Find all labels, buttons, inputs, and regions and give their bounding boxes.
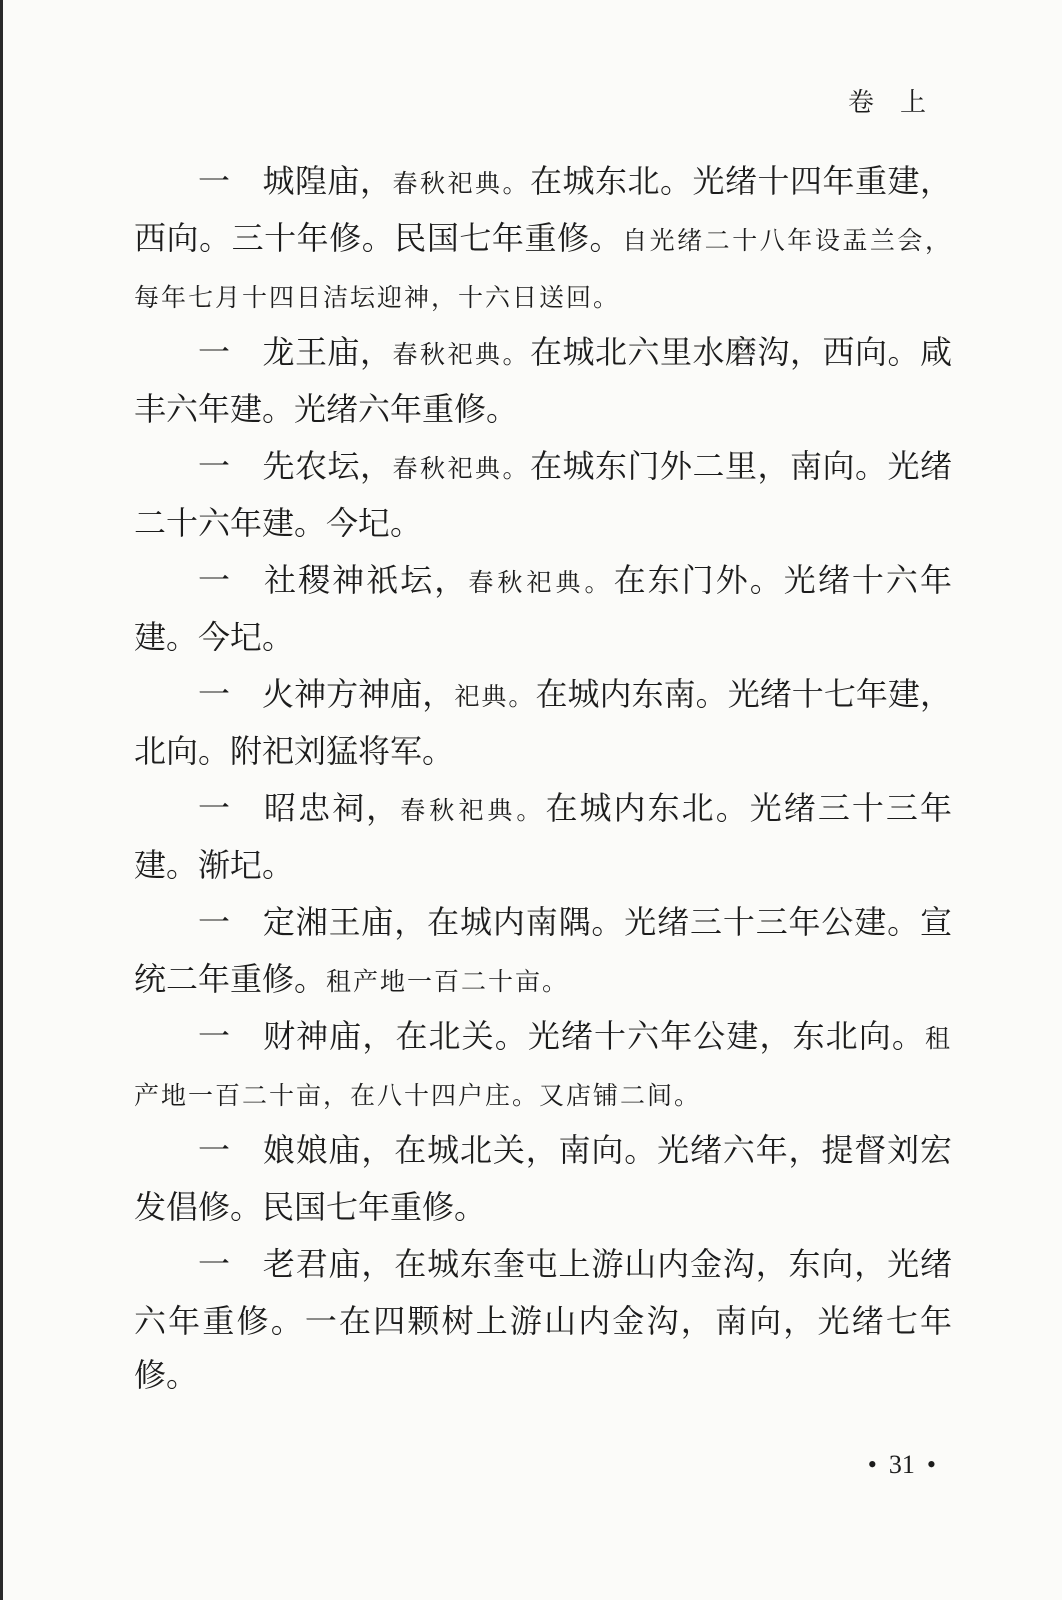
entry-name: 财神庙， xyxy=(262,1017,396,1055)
entry-text: 在城内南隅。光绪三十三年公建。宣统二年重修。 xyxy=(134,903,952,998)
entry-text: 在城北六里水磨沟，西向。咸丰六年建。光绪六年重修。 xyxy=(134,333,952,428)
entry-name: 先农坛， xyxy=(262,447,393,485)
entry-marker: 一 xyxy=(198,162,231,200)
entry-text: 在城内东南。光绪十七年建，北向。附祀刘猛将军。 xyxy=(134,675,952,770)
page-number-value: 31 xyxy=(888,1450,915,1479)
entry-longwang-temple xyxy=(134,325,952,439)
entry-text: 在城东奎屯上游山内金沟，东向，光绪六年重修。一在四颗树上游山内金沟，南向，光绪七年修。 xyxy=(134,1245,952,1394)
entry-name: 老君庙， xyxy=(262,1245,395,1283)
entry-annotation: 租产地一百二十亩。 xyxy=(326,967,570,996)
entry-text: 在城北关，南向。光绪六年，提督刘宏发倡修。民国七年重修。 xyxy=(134,1131,952,1226)
entry-note: 春秋祀典。 xyxy=(392,169,530,198)
entry-marker: 一 xyxy=(198,675,231,713)
entry-note: 春秋祀典。 xyxy=(468,568,614,597)
entry-chenghuang-temple xyxy=(134,154,952,325)
entry-note: 春秋祀典。 xyxy=(392,340,530,369)
folio-dot-left: • xyxy=(867,1450,877,1479)
entry-marker: 一 xyxy=(198,447,231,485)
entry-xiannong-altar xyxy=(134,439,952,553)
entry-annotation: 租产地一百二十亩，在八十四户庄。又店铺二间。 xyxy=(134,1024,952,1110)
entry-name: 昭忠祠， xyxy=(262,789,401,827)
running-header: 卷上 xyxy=(847,88,952,118)
page-number xyxy=(856,1450,948,1480)
entry-text: 在城东北。光绪十四年重建，西向。三十年修。民国七年重修。 xyxy=(134,162,952,257)
entry-marker: 一 xyxy=(198,789,231,827)
entry-name: 龙王庙， xyxy=(262,333,393,371)
entry-note: 春秋祀典。 xyxy=(400,796,546,825)
entry-laojun-temple xyxy=(134,1237,952,1405)
entry-marker: 一 xyxy=(198,1131,231,1169)
entry-name: 定湘王庙， xyxy=(262,903,428,941)
entry-name: 城隍庙， xyxy=(262,162,393,200)
entry-annotation: 自光绪二十八年设盂兰会，每年七月十四日洁坛迎神，十六日送回。 xyxy=(134,226,952,312)
entry-marker: 一 xyxy=(198,903,231,941)
page-edge xyxy=(0,0,3,1600)
entry-zhaozhong-shrine xyxy=(134,781,952,895)
entry-sheji-altar xyxy=(134,553,952,667)
entry-text: 在城东门外二里，南向。光绪二十六年建。今圮。 xyxy=(134,447,952,542)
entry-marker: 一 xyxy=(198,1017,231,1055)
main-text xyxy=(134,154,952,1405)
entry-name: 火神方神庙， xyxy=(262,675,455,713)
entry-text: 在城内东北。光绪三十三年建。渐圮。 xyxy=(134,789,952,884)
entry-niangniang-temple xyxy=(134,1123,952,1237)
entry-marker: 一 xyxy=(198,333,231,371)
entry-huoshen-temple xyxy=(134,667,952,781)
entry-name: 社稷神祇坛， xyxy=(262,561,469,599)
entry-marker: 一 xyxy=(198,561,231,599)
entry-caishen-temple xyxy=(134,1009,952,1123)
folio-dot-right: • xyxy=(926,1450,936,1479)
entry-name: 娘娘庙， xyxy=(262,1131,395,1169)
entry-dingxiangwang-temple xyxy=(134,895,952,1009)
entry-note: 春秋祀典。 xyxy=(392,454,530,483)
entry-note: 祀典。 xyxy=(454,682,536,711)
entry-text: 在北关。光绪十六年公建，东北向。 xyxy=(395,1017,925,1055)
entry-marker: 一 xyxy=(198,1245,231,1283)
entry-text: 在东门外。光绪十六年建。今圮。 xyxy=(134,561,952,656)
